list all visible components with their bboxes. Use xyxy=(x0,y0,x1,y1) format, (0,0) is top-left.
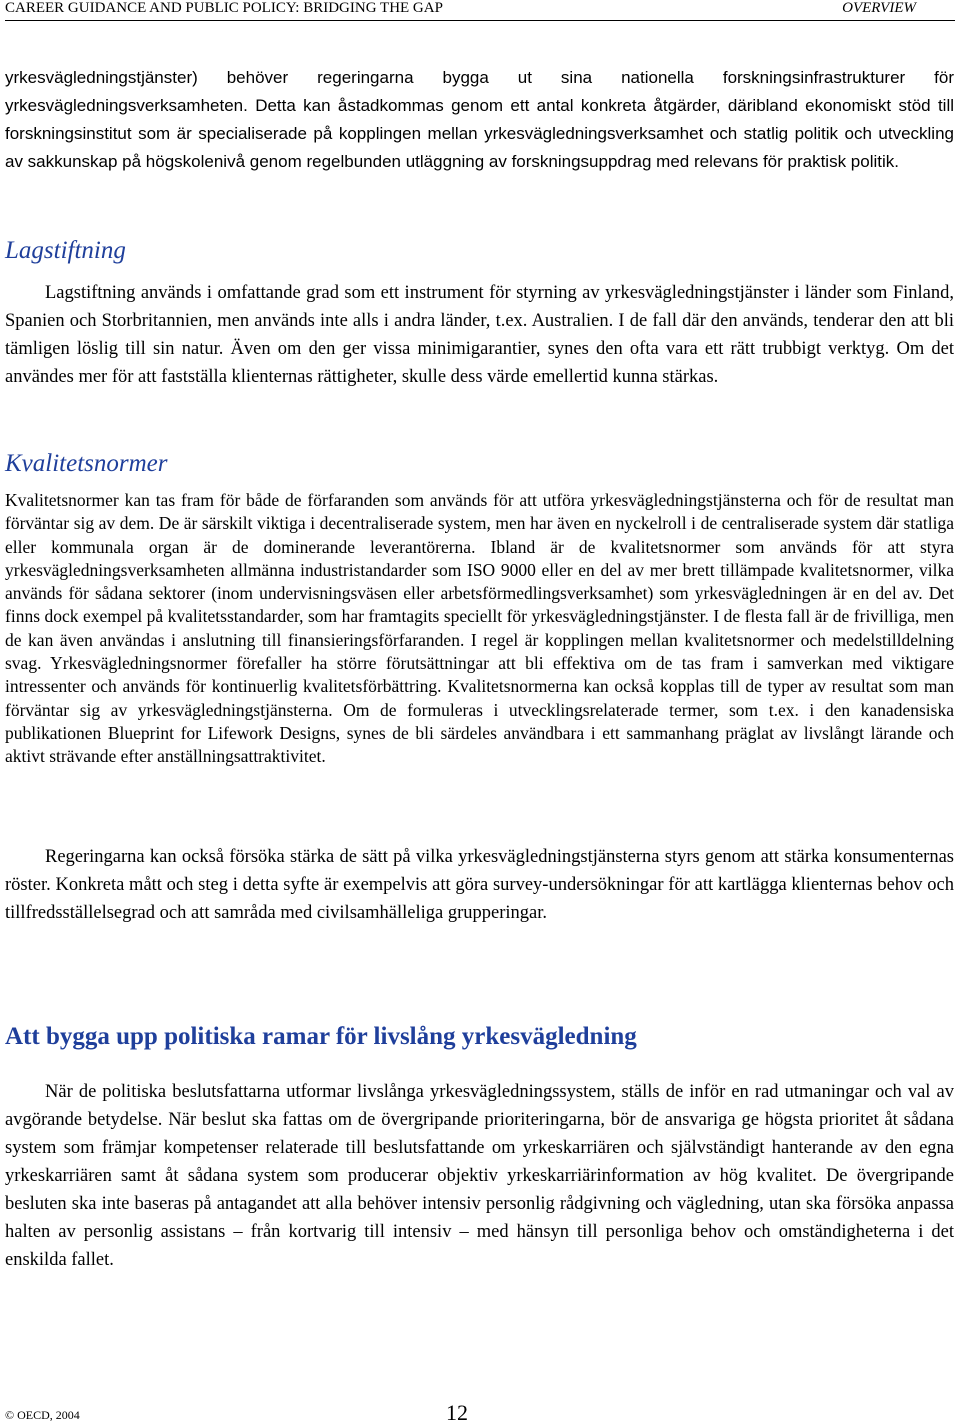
running-header-section: OVERVIEW xyxy=(842,0,916,16)
footer-page-number: 12 xyxy=(446,1400,468,1425)
header-divider xyxy=(5,20,955,21)
footer-copyright: © OECD, 2004 xyxy=(5,1408,80,1422)
intro-paragraph: yrkesvägledningstjänster) behöver regeringarna bygga ut sina nationella forskningsinfrastrukturer för yrkesvägledningsverksamheten. Detta kan åstadkommas genom ett antal konkreta åtgärder, däribland ekonomiskt stöd till forskningsinstitut som är specialiserade på kopplingen mellan yrkesvägledningsverksamhet och statlig politik och utveckling av sakkunskap på högskolenivå genom regelbunden utläggning av forskningsuppdrag med relevans för praktisk politik. xyxy=(5,68,954,171)
kvalitetsnormer-paragraph-1: Kvalitetsnormer kan tas fram för både de förfaranden som används för att utföra yrkesvägledningstjänsterna och för de resultat man förväntar sig av dem. De är särskilt viktiga i decentraliserade system, men har även en nyckelroll i de centraliserade system där statliga eller kommunala organ är de dominerande leverantörerna. Ibland är de kvalitetsnormer som används för att styra yrkesvägledningsverksamheten allmänna industristandarder som ISO 9000 eller en del av mer brett tillämpade kvalitetsnormer, vilka används för sådana sektorer (inom undervisningsväsen eller arbetsförmedlingsverksamhet) som yrkesvägledningen är en del av. Det finns dock exempel på kvalitetsstandarder, som har framtagits speciellt för yrkesvägledningstjänster. I de flesta fall är de frivilliga, men de kan även användas i anslutning till finansieringsförfaranden. I regel är kopplingen mellan kvalitetsnormer och medelstilldelning svag. Yrkesvägledningsnormer förefaller ha större förutsättningar att bli effektiva om de tas fram i samverkan med viktigare intressenter och används för kontinuerlig kvalitetsförbättring. Kvalitetsnormerna kan också kopplas till de typer av resultat som man förväntar sig av yrkesvägledningstjänsterna. Om de formuleras i utvecklingsrelaterade termer, som t.ex. i den kanadensiska publikationen Blueprint for Lifework Designs, synes de bli särdeles användbara i ett sammanhang präglat av livslångt lärande och aktivt strävande efter anställningsattraktivitet. xyxy=(5,490,954,767)
policy-section-heading: Att bygga upp politiska ramar för livslång yrkesvägledning xyxy=(5,1023,637,1050)
kvalitetsnormer-paragraph-2: Regeringarna kan också försöka stärka de sätt på vilka yrkesvägledningstjänsterna styrs genom att stärka konsumenternas röster. Konkreta mått och steg i detta syfte är exempelvis att göra survey-undersökningar för att kartlägga klienternas behov och tillfredsställelsegrad och att samråda med civilsamhälleliga grupperingar. xyxy=(5,847,954,923)
kvalitetsnormer-heading: Kvalitetsnormer xyxy=(5,450,168,477)
running-header xyxy=(5,0,916,20)
lagstiftning-paragraph: Lagstiftning används i omfattande grad som ett instrument för styrning av yrkesvägledningstjänster i länder som Finland, Spanien och Storbritannien, men används inte alls i andra länder, t.ex. Australien. I de fall där den används, tenderar den att bli tämligen löslig till sin natur. Även om den ger vissa minimigarantier, synes den ofta vara ett rätt trubbigt verktyg. Om det användes mer för att fastställa klienternas rättigheter, skulle dess värde emellertid kunna stärkas. xyxy=(5,283,954,387)
policy-section-paragraph: När de politiska beslutsfattarna utformar livslånga yrkesvägledningssystem, ställs de inför en rad utmaningar och val av avgörande betydelse. När beslut ska fattas om de övergripande prioriteringarna, bör de ansvariga ge högsta prioritet åt sådana system som främjar kompetenser relaterade till beslutsfattande om yrkeskarriären och självständigt hanterande av den egna yrkeskarriären samt åt sådana system som producerar objektiv yrkeskarriärinformation av hög kvalitet. De övergripande besluten ska inte baseras på antagandet att alla behöver intensiv personlig rådgivning och vägledning, utan ska försöka anpassa halten av personlig assistans – från kortvarig till intensiv – med hänsyn till personliga behov och omständigheterna i det enskilda fallet. xyxy=(5,1082,954,1270)
running-header-title: CAREER GUIDANCE AND PUBLIC POLICY: BRIDGING THE GAP xyxy=(5,0,443,16)
lagstiftning-heading: Lagstiftning xyxy=(5,237,126,264)
